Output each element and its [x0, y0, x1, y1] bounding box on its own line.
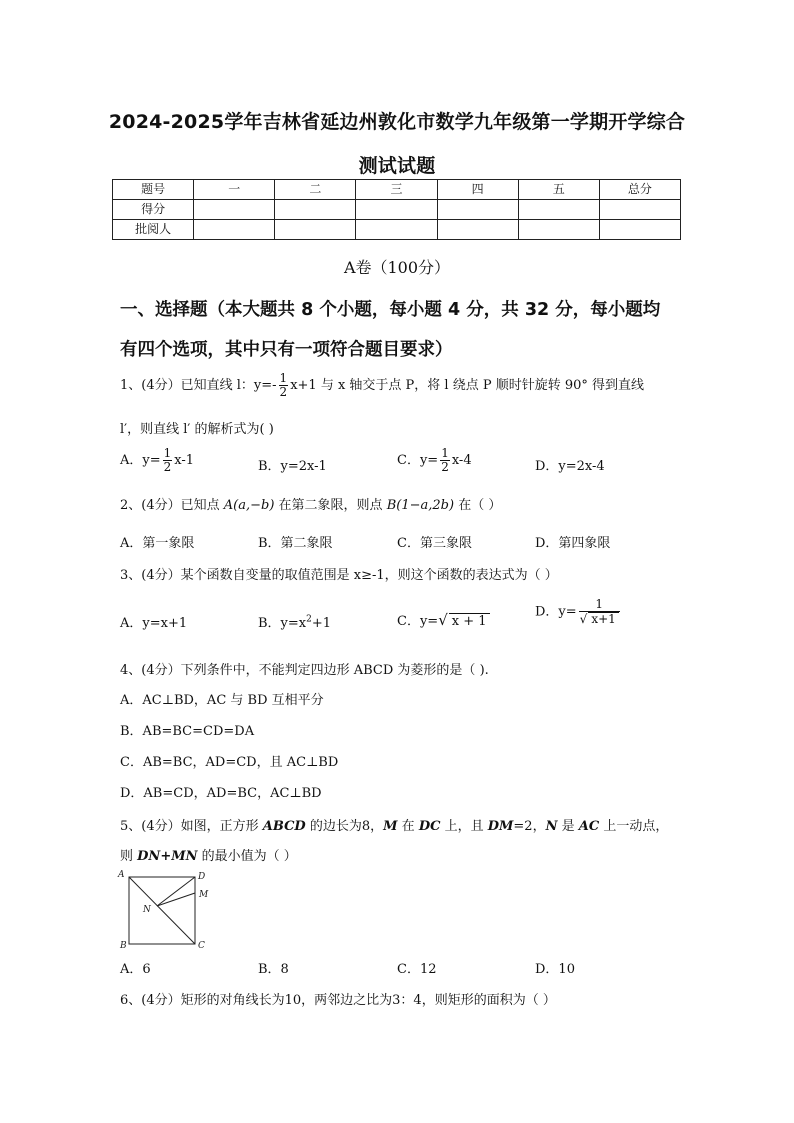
question-4-option-b[interactable]: B．AB=BC=CD=DA: [120, 724, 255, 739]
radical-sign: √: [438, 611, 448, 629]
table-row: [113, 180, 681, 200]
question-4-option-d[interactable]: D．AB=CD，AD=BC，AC⊥BD: [120, 786, 322, 801]
question-3-stem: 3、(4分）某个函数自变量的取值范围是 x≥-1，则这个函数的表达式为（ ）: [120, 568, 558, 583]
question-3-option-b[interactable]: B．$y=x^2+1$: [258, 614, 332, 631]
question-1-option-d[interactable]: D．y=2x-4: [535, 459, 605, 474]
document-title-line1: 2024-2025学年吉林省延边州敦化市数学九年级第一学期开学综合: [108, 111, 686, 133]
question-5-option-d[interactable]: D．10: [535, 962, 575, 977]
label-b: B: [120, 941, 127, 951]
radical-sign: √: [579, 612, 588, 626]
reviewer-cell[interactable]: [599, 220, 680, 240]
question-3-option-d[interactable]: D．y= $\frac{1}{√ x+1}$: [535, 598, 622, 626]
label-m: M: [199, 890, 209, 900]
volume-heading: A卷（100分）: [343, 258, 451, 277]
score-cell[interactable]: [599, 200, 680, 220]
document-title-line2: 测试试题: [358, 155, 436, 177]
section-heading-line1: 一、选择题（本大题共 8 个小题，每小题 4 分，共 32 分，每小题均: [120, 300, 661, 320]
question-3-option-a[interactable]: A．y=x+1: [120, 616, 188, 631]
score-cell[interactable]: [437, 200, 518, 220]
question-2-stem: 2、(4分）已知点 A(a,−b) 在第二象限，则点 B(1−a,2b) 在（ ）: [120, 498, 502, 513]
question-2-option-a[interactable]: A．第一象限: [120, 536, 195, 551]
question-1-option-b[interactable]: B．y=2x-1: [258, 459, 327, 474]
table-header-cell: 总分: [599, 180, 680, 200]
reviewer-row-label: 批阅人: [113, 220, 194, 240]
question-1-stem-line2: l′，则直线 l′ 的解析式为( ): [120, 422, 274, 437]
label-a: A: [118, 870, 125, 880]
table-header-cell: 五: [518, 180, 599, 200]
question-1-option-a[interactable]: A．y= $\frac{1}{2}$ x-1: [120, 446, 195, 474]
table-header-cell: 三: [356, 180, 437, 200]
question-1-option-c[interactable]: C．y= $\frac{1}{2}$ x-4: [397, 446, 472, 474]
diagonal-ac: [129, 877, 195, 944]
question-5-option-c[interactable]: C．12: [397, 962, 437, 977]
reviewer-cell[interactable]: [518, 220, 599, 240]
radicand: x + 1: [449, 613, 490, 629]
fraction: $\frac{1}{2}$: [279, 371, 288, 399]
question-5-stem-line2: 则 DN+MN 的最小值为（ ）: [120, 849, 297, 864]
question-3-option-c[interactable]: C．y=√ x + 1: [397, 610, 490, 629]
question-4-option-a[interactable]: A．AC⊥BD，AC 与 BD 互相平分: [120, 693, 324, 708]
radicand: x+1: [588, 612, 618, 626]
table-header-cell: 二: [275, 180, 356, 200]
label-c: C: [198, 941, 205, 951]
score-cell[interactable]: [518, 200, 599, 220]
reviewer-cell[interactable]: [437, 220, 518, 240]
table-row: [113, 220, 681, 240]
question-4-stem: 4、(4分）下列条件中，不能判定四边形 ABCD 为菱形的是（ ).: [120, 663, 489, 678]
reviewer-cell[interactable]: [356, 220, 437, 240]
question-2-option-c[interactable]: C．第三象限: [397, 536, 472, 551]
segment-mn: [157, 893, 195, 906]
label-n: N: [143, 905, 151, 915]
question-5-option-b[interactable]: B．8: [258, 962, 289, 977]
score-table: [112, 179, 681, 240]
question-5-stem: 5、(4分）如图，正方形 ABCD 的边长为8，M 在 DC 上，且 DM=2，N 是 AC 上一动点，: [120, 819, 669, 834]
table-row: [113, 200, 681, 220]
table-header-cell: 四: [437, 180, 518, 200]
score-row-label: 得分: [113, 200, 194, 220]
question-6-stem: 6、(4分）矩形的对角线长为10，两邻边之比为3：4，则矩形的面积为（ ）: [120, 993, 556, 1008]
score-cell[interactable]: [275, 200, 356, 220]
table-header-cell: 一: [194, 180, 275, 200]
reviewer-cell[interactable]: [194, 220, 275, 240]
square-figure: [115, 868, 215, 952]
reviewer-cell[interactable]: [275, 220, 356, 240]
table-header-cell: 题号: [113, 180, 194, 200]
question-4-option-c[interactable]: C．AB=BC，AD=CD，且 AC⊥BD: [120, 755, 339, 770]
question-2-option-b[interactable]: B．第二象限: [258, 536, 333, 551]
score-cell[interactable]: [356, 200, 437, 220]
question-2-option-d[interactable]: D．第四象限: [535, 536, 611, 551]
section-heading-line2: 有四个选项，其中只有一项符合题目要求）: [120, 340, 453, 360]
question-1-stem: 1、(4分）已知直线 l：y=- $\frac{1}{2}$ x+1 与 x 轴交于点 P，将 l 绕点 P 顺时针旋转 90° 得到直线: [120, 371, 645, 399]
segment-dn: [157, 877, 195, 906]
label-d: D: [198, 872, 206, 882]
score-cell[interactable]: [194, 200, 275, 220]
question-5-option-a[interactable]: A．6: [120, 962, 151, 977]
